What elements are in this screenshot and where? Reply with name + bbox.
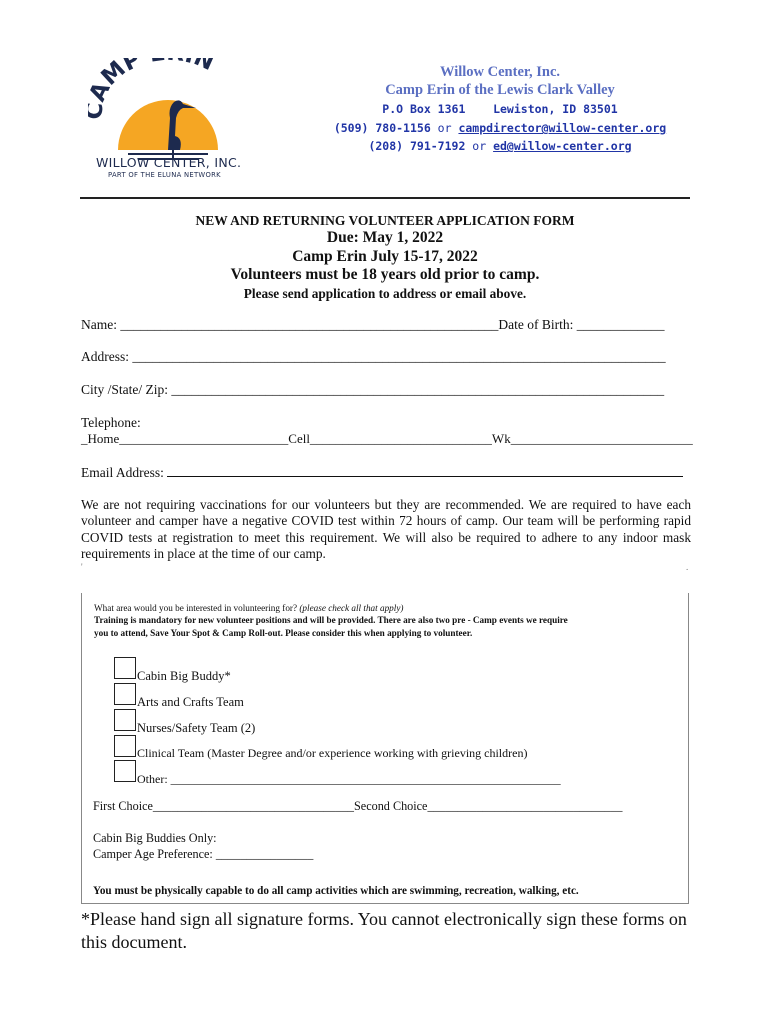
org-name: Willow Center, Inc.	[439, 64, 561, 80]
email-label: Email Address:	[81, 465, 168, 480]
form-title: NEW AND RETURNING VOLUNTEER APPLICATION FORM	[195, 213, 575, 228]
mailing-address	[300, 102, 700, 116]
email-underline	[167, 464, 683, 477]
logo-network: PART OF THE ELUNA NETWORK	[108, 171, 221, 179]
option-cabin-big-buddy: Cabin Big Buddy*	[137, 669, 231, 683]
name-dob-field[interactable]: Name: ________________________________________________________Date of Birth: _____________	[81, 317, 665, 332]
training-notice: Training is mandatory for new volunteer positions and will be provided. There are also two pre - Camp events we require	[94, 615, 568, 625]
logo-org: WILLOW CENTER, INC.	[96, 155, 242, 170]
email-link-1[interactable]: campdirector@willow-center.org	[458, 121, 667, 135]
or-1: or	[430, 121, 459, 135]
option-clinical-team: Clinical Team (Master Degree and/or experience working with grieving children)	[137, 746, 528, 760]
due-date: Due: May 1, 2022	[326, 229, 444, 246]
corner-mark-left: '	[81, 562, 83, 572]
contact-line-2	[300, 139, 700, 153]
send-instructions: Please send application to address or email above.	[243, 286, 527, 301]
checkbox-nurses-safety[interactable]	[114, 709, 136, 731]
covid-notice: We are not requiring vaccinations for our volunteers but they are recommended. We are required to have each volunteer and camper have a negative COVID test within 72 hours of camp. Our team will be performing rapid COVID tests at registration to meet this requirement. We will also be required to adhere to any indoor mask requirements in place at the time of our camp.	[81, 497, 691, 561]
area-question-note: (please check all that apply)	[299, 603, 404, 613]
checkbox-other[interactable]	[114, 760, 136, 782]
cabin-only-label: Cabin Big Buddies Only:	[93, 831, 217, 845]
email-link-2[interactable]: ed@willow-center.org	[493, 139, 632, 153]
telephone-label: Telephone:	[81, 415, 141, 430]
city-state-zip-field[interactable]: City /State/ Zip: _________________________________________________________________________	[81, 382, 665, 397]
option-nurses-safety: Nurses/Safety Team (2)	[137, 721, 256, 735]
signature-note: *Please hand sign all signature forms. You cannot electronically sign these forms on this document.	[81, 909, 687, 952]
camper-age-preference-field[interactable]: Camper Age Preference: ________________	[93, 847, 314, 861]
address-field[interactable]: Address: _______________________________________________________________________________	[81, 349, 666, 364]
physical-requirement: You must be physically capable to do all camp activities which are swimming, recreation, walking, etc.	[93, 885, 579, 897]
checkbox-clinical-team[interactable]	[114, 735, 136, 757]
volunteer-box-left-border	[81, 593, 82, 903]
option-other[interactable]: Other: _________________________________________________________________	[137, 772, 561, 786]
address-text: P.O Box 1361 Lewiston, ID 83501	[382, 102, 618, 116]
events-notice: you to attend, Save Your Spot & Camp Roll-out. Please consider this when applying to volunteer.	[94, 628, 473, 638]
area-question	[94, 603, 403, 613]
program-name: Camp Erin of the Lewis Clark Valley	[385, 82, 615, 98]
corner-mark-right: .	[686, 562, 689, 572]
contact-line-1	[300, 121, 700, 135]
checkbox-cabin-big-buddy[interactable]	[114, 657, 136, 679]
logo-title: MP N	[96, 58, 218, 91]
phone-1: (509) 780-1156	[333, 121, 431, 135]
option-arts-crafts: Arts and Crafts Team	[137, 695, 244, 709]
choice-fields[interactable]: First Choice_________________________________Second Choice________________________________	[93, 799, 623, 813]
camp-dates: Camp Erin July 15-17, 2022	[292, 248, 478, 265]
area-question-text: What area would you be interested in volunteering for?	[94, 603, 300, 613]
age-requirement: Volunteers must be 18 years old prior to camp.	[230, 266, 540, 283]
phone-fields[interactable]: _Home__________________________Cell____________________________Wk____________________________	[81, 431, 693, 446]
header-divider	[80, 197, 690, 199]
or-2: or	[465, 139, 494, 153]
email-field[interactable]	[81, 464, 683, 481]
checkbox-arts-crafts[interactable]	[114, 683, 136, 705]
phone-2: (208) 791-7192	[368, 139, 466, 153]
